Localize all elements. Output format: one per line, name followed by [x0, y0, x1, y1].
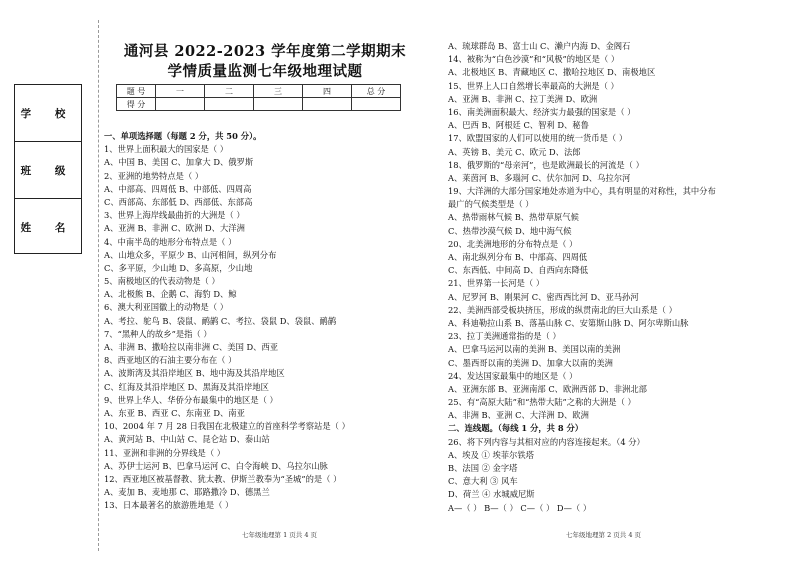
exam-title-line1: 通河县 2022-2023 学年度第二学期期末 [123, 43, 407, 60]
question-line: 20、北美洲地形的分布特点是（ ） [448, 238, 578, 249]
question-line: 23、拉丁美洲通常指的是（ ） [448, 331, 561, 342]
question-line: C、意大利 ③ 风车 [448, 476, 518, 487]
student-info-box [14, 84, 82, 254]
question-line: A—（ ） B—（ ） C—（ ） D—（ ） [448, 502, 592, 513]
question-line: C、墨西哥以南的美洲 D、加拿大以南的美洲 [448, 357, 613, 368]
question-line: C、西部高、东部低 D、西部低、东部高 [104, 196, 253, 207]
question-line: 6、澳大利亚国徽上的动物是（ ） [104, 302, 229, 313]
question-line: 17、欧盟国家的人们可以使用的统一货币是（ ） [448, 133, 628, 144]
question-line: A、英镑 B、美元 C、欧元 D、法郎 [448, 146, 581, 157]
question-line: 4、中南半岛的地形分布特点是（ ） [104, 236, 237, 247]
question-line: A、中国 B、美国 C、加拿大 D、俄罗斯 [104, 157, 254, 168]
page-footer-left: 七年级地理第 1 页共 4 页 [242, 531, 318, 539]
score-header: 二 [205, 85, 254, 98]
section-heading: 一、单项选择题（每题 2 分，共 50 分）。 [104, 131, 262, 141]
question-line: 16、南美洲面积最大、经济实力最强的国家是（ ） [448, 106, 636, 117]
question-line: A、巴西 B、阿根廷 C、智利 D、秘鲁 [448, 120, 589, 131]
question-line: A、中部高、四周低 B、中部低、四周高 [104, 183, 252, 194]
score-cell[interactable] [156, 98, 205, 111]
question-line: 24、发达国家最集中的地区是（ ） [448, 370, 578, 381]
question-line: A、亚洲东部 B、亚洲南部 C、欧洲西部 D、非洲北部 [448, 383, 647, 394]
question-line: A、苏伊士运河 B、巴拿马运河 C、白令海峡 D、乌拉尔山脉 [104, 460, 328, 471]
score-table [116, 84, 401, 111]
question-line: A、巴拿马运河以南的美洲 B、美国以南的美洲 [448, 344, 621, 355]
name-label: 姓 名 [20, 221, 76, 234]
question-line: A、非洲 B、撒哈拉以南非洲 C、美国 D、西亚 [104, 342, 279, 352]
score-header: 四 [303, 85, 352, 98]
question-line: 9、世界上华人、华侨分布最集中的地区是（ ） [104, 394, 278, 405]
question-line: A、南北纵列分布 B、中部高、四周低 [448, 252, 588, 262]
section-heading: 二、连线题。（每线 1 分，共 8 分） [448, 423, 584, 434]
question-line: B、法国 ② 金字塔 [448, 463, 518, 473]
binding-line [98, 20, 99, 551]
question-line: 22、美洲西部受板块挤压，形成的纵贯南北的巨大山系是（ ） [448, 304, 677, 315]
page-footer-right: 七年级地理第 2 页共 4 页 [566, 531, 642, 539]
question-line: A、埃及 ① 埃菲尔铁塔 [448, 449, 534, 460]
score-cell[interactable] [205, 98, 254, 111]
score-row-label: 得 分 [117, 98, 156, 111]
question-line: A、非洲 B、亚洲 C、大洋洲 D、欧洲 [448, 410, 589, 421]
question-line: A、尼罗河 B、刚果河 C、密西西比河 D、亚马孙河 [448, 291, 639, 302]
question-line: A、琉球群岛 B、富士山 C、濑户内海 D、金阁石 [448, 41, 631, 51]
score-header: 三 [254, 85, 303, 98]
question-line: 12、西亚地区被基督教、犹太教、伊斯兰教奉为“圣城”的是（ ） [104, 473, 342, 484]
school-label: 学 校 [15, 85, 81, 142]
score-cell[interactable] [254, 98, 303, 111]
question-line: A、北极熊 B、企鹅 C、海豹 D、鲸 [104, 289, 237, 300]
question-line: C、多平原，少山地 D、多高原，少山地 [104, 262, 253, 273]
question-line: A、热带雨林气候 B、热带草原气候 [448, 212, 579, 223]
question-line: A、亚洲 B、非洲 C、拉丁美洲 D、欧洲 [448, 93, 598, 104]
class-label: 班 级 [15, 142, 81, 199]
question-line: 2、亚洲的地势特点是（ ） [104, 170, 204, 181]
question-line: 19、大洋洲的大部分国家地处赤道为中心，具有明显的对称性，其中分布 [448, 186, 716, 197]
score-header: 总 分 [352, 85, 401, 98]
question-line: A、波斯湾及其沿岸地区 B、地中海及其沿岸地区 [104, 368, 285, 379]
question-line: 21、世界第一长河是（ ） [448, 278, 545, 289]
question-line: 14、被称为“白色沙漠”和“风极”的地区是（ ） [448, 54, 620, 65]
score-header: 一 [156, 85, 205, 98]
question-line: A、北极地区 B、青藏地区 C、撒哈拉地区 D、南极地区 [448, 67, 656, 78]
question-line: A、东亚 B、西亚 C、东南亚 D、南亚 [104, 407, 245, 418]
question-line: 18、俄罗斯的“母亲河”，也是欧洲最长的河流是（ ） [448, 159, 644, 170]
question-line: C、红海及其沿岸地区 D、黑海及其沿岸地区 [104, 381, 269, 392]
question-line: 5、南极地区的代表动物是（ ） [104, 276, 220, 287]
question-line: C、东西低、中间高 D、自西向东降低 [448, 265, 589, 276]
question-line: A、黄河站 B、中山站 C、昆仑站 D、泰山站 [104, 434, 270, 445]
question-line: 10、2004 年 7 月 28 日我国在北极建立的首座科学考察站是（ ） [104, 421, 350, 432]
question-line: A、科迪勒拉山系 B、落基山脉 C、安第斯山脉 D、阿尔卑斯山脉 [448, 317, 689, 328]
score-cell[interactable] [303, 98, 352, 111]
question-line: A、亚洲 B、非洲 C、欧洲 D、大洋洲 [104, 223, 245, 234]
right-question-column [448, 40, 716, 515]
question-line: 11、亚洲和非洲的分界线是（ ） [104, 447, 226, 458]
score-cell[interactable] [352, 98, 401, 111]
question-line: 8、西亚地区的石油主要分布在（ ） [104, 355, 237, 366]
question-line: A、山地众多，平原少 B、山河相间，纵列分布 [104, 249, 277, 260]
question-line: 最广的气候类型是（ ） [448, 199, 534, 210]
left-question-column [104, 130, 350, 512]
score-header: 题 号 [117, 85, 156, 98]
question-line: 26、将下列内容与其相对应的内容连接起来。（4 分） [448, 436, 645, 447]
question-line: 1、世界上面积最大的国家是（ ） [104, 144, 229, 155]
exam-title-line2: 学情质量监测七年级地理试题 [167, 63, 363, 80]
question-line: 15、世界上人口自然增长率最高的大洲是（ ） [448, 80, 619, 91]
question-line: A、考拉、鸵鸟 B、袋鼠、鸸鹋 C、考拉、袋鼠 D、袋鼠、鸸鹋 [104, 315, 337, 326]
question-line: A、麦加 B、麦地那 C、耶路撒冷 D、德黑兰 [104, 487, 270, 498]
question-line: 25、有“高原大陆”和“热带大陆”之称的大洲是（ ） [448, 397, 636, 408]
question-line: 13、日本最著名的旅游胜地是（ ） [104, 500, 234, 511]
question-line: C、热带沙漠气候 D、地中海气候 [448, 225, 572, 236]
question-line: 3、世界上海岸线最曲折的大洲是（ ） [104, 210, 245, 221]
question-line: D、荷兰 ④ 水城威尼斯 [448, 489, 535, 500]
question-line: A、莱茵河 B、多瑙河 C、伏尔加河 D、乌拉尔河 [448, 172, 631, 183]
question-line: 7、“黑种人的故乡”是指（ ） [104, 328, 212, 339]
